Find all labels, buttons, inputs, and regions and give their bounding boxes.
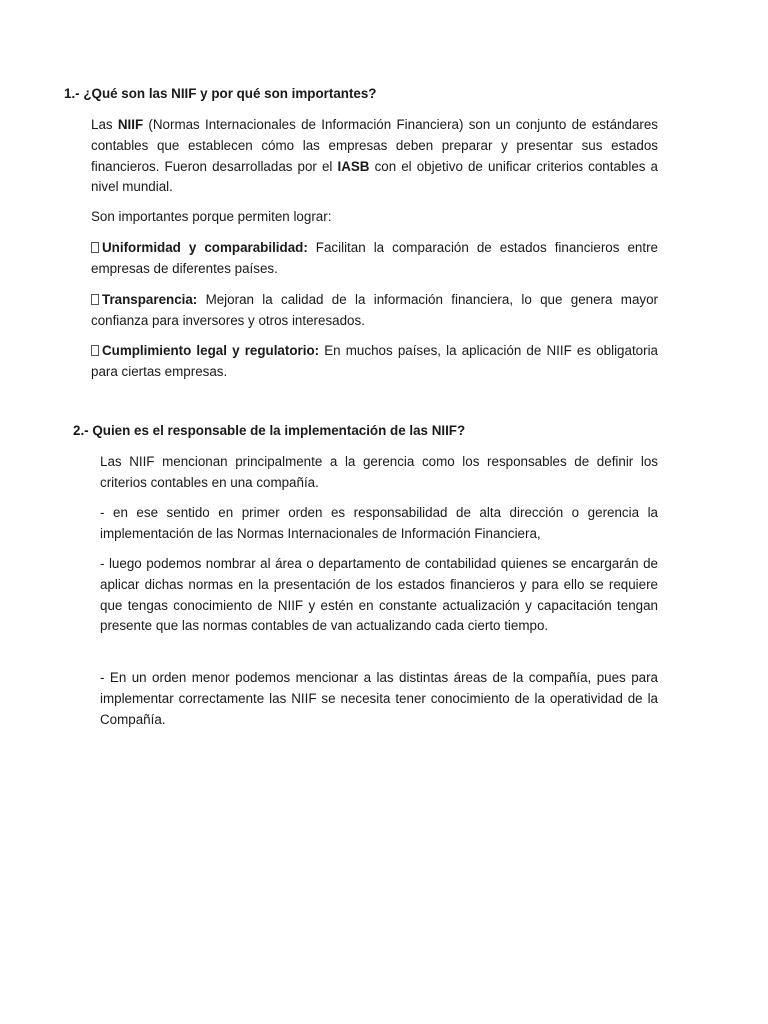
- missing-glyph-icon: [91, 294, 99, 305]
- section2-paragraph: - luego podemos nombrar al área o departamento de contabilidad quienes se encargarán de aplicar dichas normas en la presentación de los estados financieros y para ello se requiere que tengas conocimiento de NIIF y estén en constante actualización y capacitación tengan presente que las normas contables de van actualizando cada cierto tiempo.: [100, 556, 658, 634]
- bullet-text: Facilitan la comparación de estados financieros entre empresas de diferentes países.: [91, 240, 658, 276]
- bullet-title: Cumplimiento legal y regulatorio:: [102, 343, 320, 358]
- importance-intro: Son importantes porque permiten lograr:: [91, 209, 332, 224]
- intro-text-3: con el objetivo de unificar criterios contables a nivel mundial.: [91, 158, 659, 195]
- intro-bold-iasb: IASB: [337, 158, 370, 174]
- missing-glyph-icon: [91, 345, 99, 356]
- intro-text-1: Las: [91, 117, 118, 132]
- bullet-item: [91, 238, 658, 280]
- bullet-text: En muchos países, la aplicación de NIIF es obligatoria para ciertas empresas.: [91, 343, 658, 379]
- section2-paragraph: - en ese sentido en primer orden es responsabilidad de alta dirección o gerencia la implementación de las Normas Internacionales de Información Financiera,: [100, 505, 658, 541]
- bullet-title: Uniformidad y comparabilidad:: [102, 240, 308, 255]
- intro-bold-niif: NIIF: [117, 117, 144, 132]
- section1-heading: 1.- ¿Qué son las NIIF y por qué son importantes?: [64, 86, 377, 101]
- missing-glyph-icon: [91, 242, 99, 253]
- bullet-item: [91, 341, 658, 383]
- bullet-item: [91, 290, 658, 332]
- bullet-title: Transparencia:: [102, 292, 198, 307]
- section2-paragraph: Las NIIF mencionan principalmente a la gerencia como los responsables de definir los criterios contables en una compañía.: [100, 454, 658, 490]
- section1-intro-paragraph: [91, 115, 658, 198]
- section2-paragraph: - En un orden menor podemos mencionar a las distintas áreas de la compañía, pues para implementar correctamente las NIIF se necesita tener conocimiento de la operatividad de la Compañía.: [100, 670, 658, 727]
- bullet-text: Mejoran la calidad de la información financiera, lo que genera mayor confianza para inversores y otros interesados.: [91, 292, 658, 328]
- section2-heading: 2.- Quien es el responsable de la implementación de las NIIF?: [73, 423, 466, 438]
- intro-text-2: (Normas Internacionales de Información Financiera) son un conjunto de estándares contables que establecen cómo las empresas deben preparar y presentar sus estados financieros. Fueron desarrolladas por el: [91, 117, 659, 174]
